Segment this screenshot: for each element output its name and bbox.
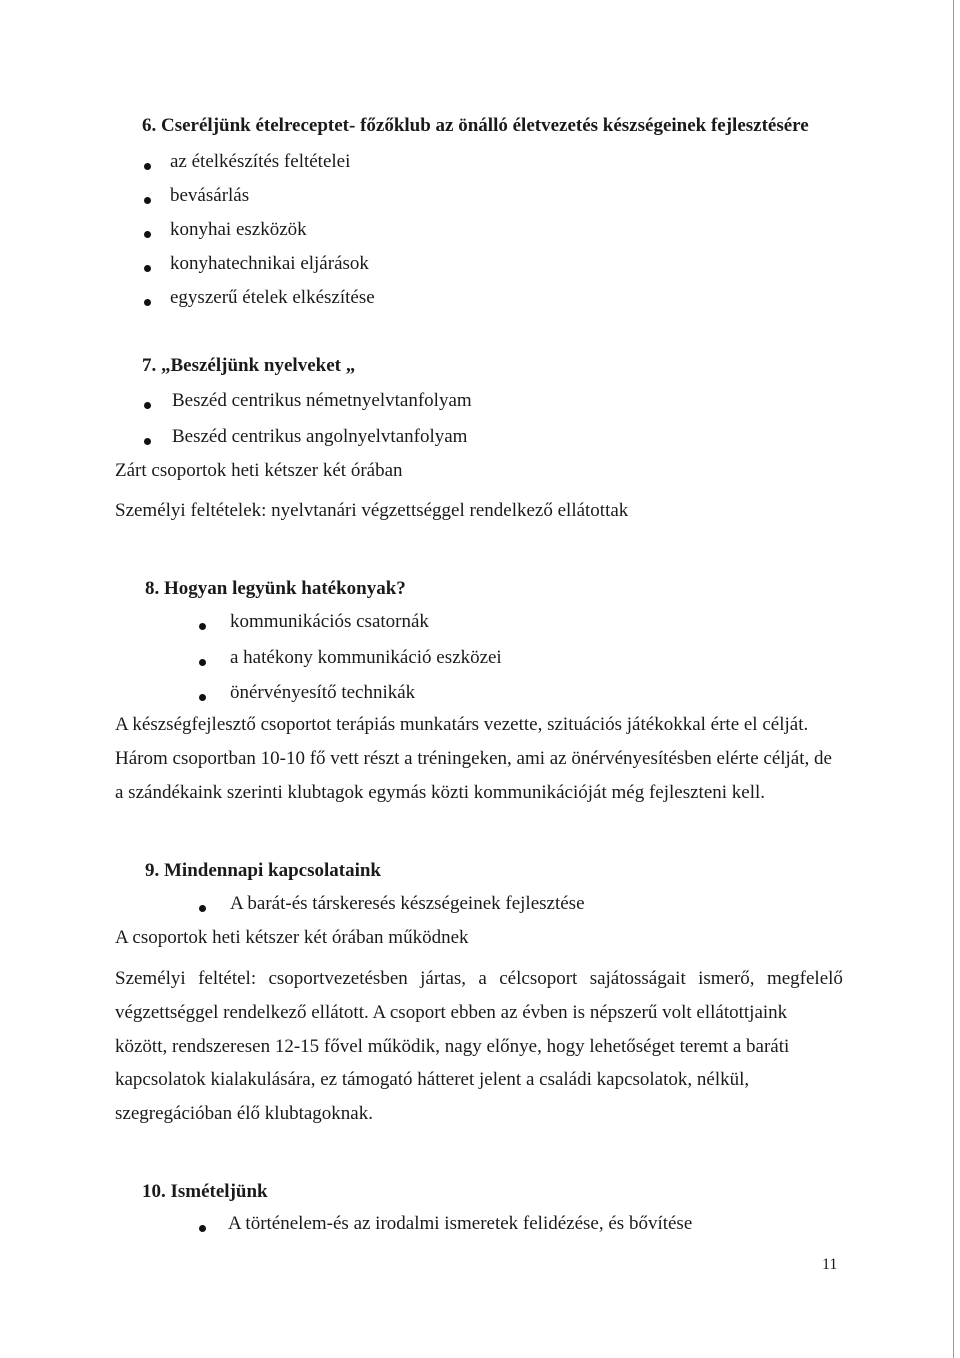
list-item: Beszéd centrikus németnyelvtanfolyam bbox=[172, 390, 472, 411]
list-item: a hatékony kommunikáció eszközei bbox=[230, 647, 502, 668]
section-9-heading: 9. Mindennapi kapcsolataink bbox=[145, 860, 381, 881]
paragraph-line: kapcsolatok kialakulására, ez támogató hátteret jelent a családi kapcsolatok, nélkül, bbox=[115, 1069, 750, 1090]
section-7-heading: 7. „Beszéljünk nyelveket „ bbox=[142, 355, 356, 376]
bullet-icon bbox=[144, 163, 151, 170]
word: a bbox=[478, 968, 487, 989]
paragraph-line bbox=[115, 967, 843, 991]
word: jártas, bbox=[420, 968, 467, 989]
list-item: egyszerű ételek elkészítése bbox=[170, 287, 375, 308]
word: sajátosságait bbox=[589, 968, 686, 989]
paragraph-line: A készségfejlesztő csoportot terápiás munkatárs vezette, szituációs játékokkal érte el célját. bbox=[115, 714, 809, 735]
paragraph: A csoportok heti kétszer két órában működnek bbox=[115, 927, 469, 948]
paragraph: Személyi feltételek: nyelvtanári végzettséggel rendelkező ellátottak bbox=[115, 500, 629, 521]
page-number: 11 bbox=[822, 1256, 838, 1273]
bullet-icon bbox=[199, 694, 206, 701]
list-item: konyhai eszközök bbox=[170, 219, 307, 240]
list-item: A történelem-és az irodalmi ismeretek felidézése, és bővítése bbox=[228, 1213, 693, 1234]
bullet-icon bbox=[144, 231, 151, 238]
scan-edge-line bbox=[953, 0, 954, 1358]
word: célcsoport bbox=[499, 968, 578, 989]
word: Személyi bbox=[115, 968, 186, 989]
paragraph-line: végzettséggel rendelkező ellátott. A csoport ebben az évben is népszerű volt ellátottjaink bbox=[115, 1002, 788, 1023]
bullet-icon bbox=[199, 1225, 206, 1232]
word: feltétel: bbox=[198, 968, 257, 989]
bullet-icon bbox=[144, 197, 151, 204]
section-8-heading: 8. Hogyan legyünk hatékonyak? bbox=[145, 578, 406, 599]
list-item: az ételkészítés feltételei bbox=[170, 151, 351, 172]
list-item: konyhatechnikai eljárások bbox=[170, 253, 369, 274]
paragraph-line: szegregációban élő klubtagoknak. bbox=[115, 1103, 373, 1124]
bullet-icon bbox=[199, 659, 206, 666]
list-item: bevásárlás bbox=[170, 185, 250, 206]
bullet-icon bbox=[144, 299, 151, 306]
word: csoportvezetésben bbox=[268, 968, 408, 989]
paragraph-line: között, rendszeresen 12-15 fővel működik, nagy előnye, hogy lehetőséget teremt a baráti bbox=[115, 1036, 790, 1057]
bullet-icon bbox=[199, 905, 206, 912]
word: megfelelő bbox=[766, 968, 843, 989]
list-item: önérvényesítő technikák bbox=[230, 682, 416, 703]
paragraph: Zárt csoportok heti kétszer két órában bbox=[115, 460, 403, 481]
section-6-heading: 6. Cseréljünk ételreceptet- főzőklub az önálló életvezetés készségeinek fejlesztésére bbox=[142, 115, 809, 136]
bullet-icon bbox=[144, 402, 151, 409]
list-item: kommunikációs csatornák bbox=[230, 611, 429, 632]
section-10-heading: 10. Ismételjünk bbox=[142, 1181, 268, 1202]
bullet-icon bbox=[144, 265, 151, 272]
list-item: Beszéd centrikus angolnyelvtanfolyam bbox=[172, 426, 468, 447]
word: ismerő, bbox=[698, 968, 755, 989]
list-item: A barát-és társkeresés készségeinek fejlesztése bbox=[230, 893, 585, 914]
paragraph-line: Három csoportban 10-10 fő vett részt a tréningeken, ami az önérvényesítésben elérte célját, de bbox=[115, 748, 832, 769]
bullet-icon bbox=[199, 623, 206, 630]
paragraph-line: a szándékaink szerinti klubtagok egymás közti kommunikációját még fejleszteni kell. bbox=[115, 782, 766, 803]
bullet-icon bbox=[144, 438, 151, 445]
